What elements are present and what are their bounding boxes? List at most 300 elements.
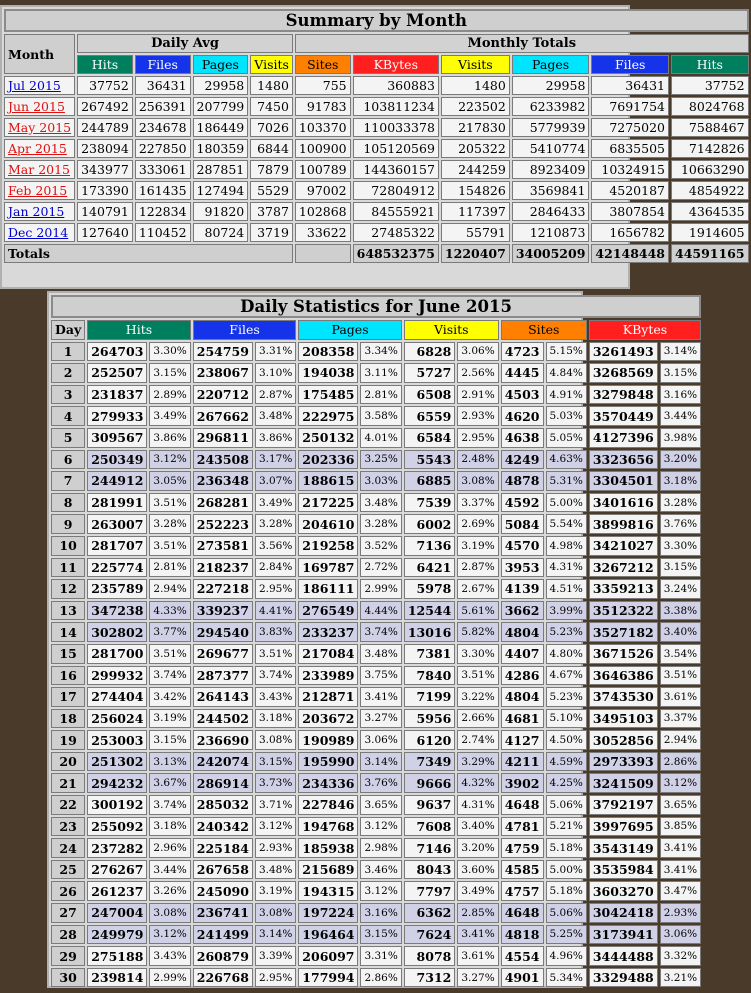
kbytes-pct-cell: 3.06%	[660, 925, 701, 945]
pages-pct-cell: 3.58%	[360, 406, 401, 426]
sites-pct-cell: 3.99%	[546, 601, 587, 621]
visits-column-header: Visits	[404, 320, 499, 340]
avg-pages-cell: 180359	[193, 139, 249, 158]
files-pct-cell: 3.73%	[255, 773, 296, 793]
daily-row	[51, 428, 701, 448]
visits-cell: 7136	[404, 536, 456, 556]
total-pages-cell: 8923409	[512, 160, 590, 179]
sites-pct-cell: 4.51%	[546, 579, 587, 599]
avg-files-cell: 36431	[135, 76, 191, 95]
sites-cell: 4759	[501, 838, 544, 858]
daily-row	[51, 752, 701, 772]
daily-row	[51, 666, 701, 686]
total-visits-cell: 244259	[441, 160, 510, 179]
kbytes-cell: 4127396	[589, 428, 658, 448]
hits-pct-cell: 3.30%	[149, 342, 190, 362]
kbytes-pct-cell: 3.18%	[660, 471, 701, 491]
avg-visits-cell: 1480	[250, 76, 293, 95]
hits-pct-cell: 3.44%	[149, 860, 190, 880]
avg-hits-cell: 244789	[77, 118, 133, 137]
kbytes-pct-cell: 3.15%	[660, 558, 701, 578]
daily-row	[51, 925, 701, 945]
daily-statistics-panel	[47, 291, 698, 988]
visits-pct-cell: 2.74%	[457, 730, 498, 750]
total-pages-cell: 5779939	[512, 118, 590, 137]
hits-pct-cell: 2.96%	[149, 838, 190, 858]
kbytes-cell: 3304501	[589, 471, 658, 491]
files-cell: 296811	[193, 428, 253, 448]
avg-visits-cell: 5529	[250, 181, 293, 200]
avg-visits-cell: 6844	[250, 139, 293, 158]
sites-cell: 4249	[501, 450, 544, 470]
total-sites-cell: 100900	[295, 139, 351, 158]
avg-files-cell: 234678	[135, 118, 191, 137]
pages-pct-cell: 3.48%	[360, 644, 401, 664]
summary-row	[4, 181, 749, 200]
kbytes-pct-cell: 3.21%	[660, 968, 701, 988]
files-pct-cell: 3.08%	[255, 903, 296, 923]
files-pct-cell: 3.43%	[255, 687, 296, 707]
avg-hits-cell: 127640	[77, 223, 133, 242]
total-kbytes-cell: 110033378	[353, 118, 439, 137]
pages-pct-cell: 3.31%	[360, 946, 401, 966]
visits-pct-cell: 3.27%	[457, 968, 498, 988]
hits-cell: 237282	[87, 838, 147, 858]
hits-cell: 231837	[87, 385, 147, 405]
total-visits-cell: 117397	[441, 202, 510, 221]
sites-cell: 4648	[501, 903, 544, 923]
total-kbytes-cell: 72804912	[353, 181, 439, 200]
visits-cell: 7797	[404, 881, 456, 901]
month-link[interactable]: Feb 2015	[8, 183, 68, 198]
files-pct-cell: 3.48%	[255, 406, 296, 426]
month-link[interactable]: May 2015	[8, 120, 72, 135]
avg-files-cell: 333061	[135, 160, 191, 179]
sites-cell: 3902	[501, 773, 544, 793]
total-pages-cell: 3569841	[512, 181, 590, 200]
files-cell: 252223	[193, 514, 253, 534]
hits-cell: 281700	[87, 644, 147, 664]
pages-cell: 185938	[298, 838, 358, 858]
daily-title: Daily Statistics for June 2015	[51, 295, 701, 318]
pages-pct-cell: 3.41%	[360, 687, 401, 707]
files-cell: 236690	[193, 730, 253, 750]
hits-pct-cell: 3.49%	[149, 406, 190, 426]
day-number-cell: 10	[51, 536, 85, 556]
day-number-cell: 17	[51, 687, 85, 707]
visits-cell: 5978	[404, 579, 456, 599]
sites-pct-cell: 4.63%	[546, 450, 587, 470]
day-number-cell: 23	[51, 817, 85, 837]
month-link[interactable]: Mar 2015	[8, 162, 71, 177]
pages-pct-cell: 2.86%	[360, 968, 401, 988]
monthly-kbytes-header: KBytes	[353, 55, 439, 74]
pages-pct-cell: 3.12%	[360, 817, 401, 837]
pages-pct-cell: 3.74%	[360, 622, 401, 642]
kbytes-pct-cell: 3.98%	[660, 428, 701, 448]
month-cell	[4, 160, 75, 179]
sites-cell: 4878	[501, 471, 544, 491]
pages-pct-cell: 3.75%	[360, 666, 401, 686]
kbytes-pct-cell: 3.12%	[660, 773, 701, 793]
monthly-pages-header: Pages	[512, 55, 590, 74]
sites-cell: 4620	[501, 406, 544, 426]
pages-cell: 196464	[298, 925, 358, 945]
hits-cell: 299932	[87, 666, 147, 686]
totals-visits: 1220407	[441, 244, 510, 263]
pages-cell: 204610	[298, 514, 358, 534]
files-cell: 236348	[193, 471, 253, 491]
kbytes-cell: 3279848	[589, 385, 658, 405]
kbytes-pct-cell: 3.41%	[660, 860, 701, 880]
sites-cell: 4757	[501, 881, 544, 901]
hits-cell: 255092	[87, 817, 147, 837]
files-cell: 236741	[193, 903, 253, 923]
files-cell: 220712	[193, 385, 253, 405]
summary-row	[4, 223, 749, 242]
files-pct-cell: 3.10%	[255, 363, 296, 383]
sites-pct-cell: 5.06%	[546, 903, 587, 923]
visits-pct-cell: 4.32%	[457, 773, 498, 793]
sites-pct-cell: 5.21%	[546, 817, 587, 837]
daily-row	[51, 903, 701, 923]
visits-pct-cell: 3.40%	[457, 817, 498, 837]
daily-row	[51, 406, 701, 426]
day-number-cell: 4	[51, 406, 85, 426]
sites-pct-cell: 5.54%	[546, 514, 587, 534]
kbytes-cell: 3241509	[589, 773, 658, 793]
pages-cell: 197224	[298, 903, 358, 923]
avg-hits-cell: 140791	[77, 202, 133, 221]
sites-pct-cell: 5.00%	[546, 860, 587, 880]
files-cell: 269677	[193, 644, 253, 664]
total-files-cell: 1656782	[591, 223, 669, 242]
avg-pages-cell: 29958	[193, 76, 249, 95]
hits-cell: 225774	[87, 558, 147, 578]
totals-label: Totals	[4, 244, 293, 263]
hits-pct-cell: 3.74%	[149, 666, 190, 686]
total-pages-cell: 1210873	[512, 223, 590, 242]
pages-pct-cell: 3.46%	[360, 860, 401, 880]
visits-cell: 7312	[404, 968, 456, 988]
files-pct-cell: 3.49%	[255, 493, 296, 513]
hits-cell: 274404	[87, 687, 147, 707]
kbytes-pct-cell: 2.93%	[660, 903, 701, 923]
hits-cell: 281991	[87, 493, 147, 513]
files-cell: 285032	[193, 795, 253, 815]
kbytes-pct-cell: 3.61%	[660, 687, 701, 707]
hits-pct-cell: 3.12%	[149, 450, 190, 470]
sites-pct-cell: 5.31%	[546, 471, 587, 491]
total-hits-cell: 1914605	[671, 223, 749, 242]
visits-cell: 7840	[404, 666, 456, 686]
hits-pct-cell: 3.13%	[149, 752, 190, 772]
summary-row	[4, 97, 749, 116]
daily-row	[51, 514, 701, 534]
files-cell: 260879	[193, 946, 253, 966]
files-column-header: Files	[193, 320, 297, 340]
daily-avg-visits-header: Visits	[250, 55, 293, 74]
files-pct-cell: 3.19%	[255, 881, 296, 901]
kbytes-pct-cell: 3.16%	[660, 385, 701, 405]
kbytes-cell: 3535984	[589, 860, 658, 880]
day-number-cell: 29	[51, 946, 85, 966]
sites-cell: 4445	[501, 363, 544, 383]
visits-cell: 9637	[404, 795, 456, 815]
day-number-cell: 12	[51, 579, 85, 599]
hits-cell: 244912	[87, 471, 147, 491]
files-pct-cell: 3.08%	[255, 730, 296, 750]
kbytes-cell: 3570449	[589, 406, 658, 426]
visits-pct-cell: 2.95%	[457, 428, 498, 448]
hits-pct-cell: 3.67%	[149, 773, 190, 793]
daily-row	[51, 838, 701, 858]
summary-totals-row	[4, 244, 749, 263]
hits-pct-cell: 3.86%	[149, 428, 190, 448]
visits-pct-cell: 3.19%	[457, 536, 498, 556]
avg-hits-cell: 343977	[77, 160, 133, 179]
hits-pct-cell: 3.15%	[149, 730, 190, 750]
files-pct-cell: 3.17%	[255, 450, 296, 470]
pages-pct-cell: 4.44%	[360, 601, 401, 621]
monthly-sites-header: Sites	[295, 55, 351, 74]
month-link[interactable]: Apr 2015	[8, 141, 67, 156]
hits-cell: 251302	[87, 752, 147, 772]
kbytes-column-header: KBytes	[589, 320, 701, 340]
avg-pages-cell: 186449	[193, 118, 249, 137]
daily-row	[51, 881, 701, 901]
hits-cell: 281707	[87, 536, 147, 556]
files-pct-cell: 3.56%	[255, 536, 296, 556]
pages-cell: 234336	[298, 773, 358, 793]
daily-row	[51, 342, 701, 362]
pages-pct-cell: 2.98%	[360, 838, 401, 858]
pages-pct-cell: 3.25%	[360, 450, 401, 470]
total-hits-cell: 4364535	[671, 202, 749, 221]
visits-cell: 6584	[404, 428, 456, 448]
total-sites-cell: 103370	[295, 118, 351, 137]
sites-cell: 4901	[501, 968, 544, 988]
files-pct-cell: 2.93%	[255, 838, 296, 858]
total-hits-cell: 7142826	[671, 139, 749, 158]
visits-cell: 7381	[404, 644, 456, 664]
visits-pct-cell: 3.22%	[457, 687, 498, 707]
files-cell: 240342	[193, 817, 253, 837]
avg-visits-cell: 7879	[250, 160, 293, 179]
hits-cell: 239814	[87, 968, 147, 988]
files-cell: 254759	[193, 342, 253, 362]
pages-cell: 227846	[298, 795, 358, 815]
visits-cell: 7624	[404, 925, 456, 945]
sites-cell: 4804	[501, 687, 544, 707]
kbytes-cell: 3603270	[589, 881, 658, 901]
daily-avg-hits-header: Hits	[77, 55, 133, 74]
kbytes-cell: 3792197	[589, 795, 658, 815]
visits-pct-cell: 3.30%	[457, 644, 498, 664]
visits-cell: 6120	[404, 730, 456, 750]
hits-pct-cell: 3.74%	[149, 795, 190, 815]
total-files-cell: 36431	[591, 76, 669, 95]
daily-row	[51, 860, 701, 880]
visits-cell: 7199	[404, 687, 456, 707]
avg-pages-cell: 80724	[193, 223, 249, 242]
hits-pct-cell: 2.89%	[149, 385, 190, 405]
files-pct-cell: 4.41%	[255, 601, 296, 621]
day-number-cell: 5	[51, 428, 85, 448]
files-pct-cell: 3.28%	[255, 514, 296, 534]
visits-pct-cell: 3.29%	[457, 752, 498, 772]
month-cell	[4, 97, 75, 116]
totals-pages: 34005209	[512, 244, 590, 263]
files-cell: 226768	[193, 968, 253, 988]
files-pct-cell: 3.86%	[255, 428, 296, 448]
kbytes-pct-cell: 3.65%	[660, 795, 701, 815]
avg-pages-cell: 91820	[193, 202, 249, 221]
visits-cell: 12544	[404, 601, 456, 621]
pages-cell: 222975	[298, 406, 358, 426]
monthly-visits-header: Visits	[441, 55, 510, 74]
summary-row	[4, 118, 749, 137]
kbytes-cell: 3421027	[589, 536, 658, 556]
month-cell	[4, 223, 75, 242]
files-cell: 241499	[193, 925, 253, 945]
sites-cell: 4804	[501, 622, 544, 642]
sites-cell: 4570	[501, 536, 544, 556]
files-pct-cell: 2.87%	[255, 385, 296, 405]
visits-cell: 8078	[404, 946, 456, 966]
total-sites-cell: 97002	[295, 181, 351, 200]
sites-cell: 4681	[501, 709, 544, 729]
files-cell: 287377	[193, 666, 253, 686]
month-link[interactable]: Jun 2015	[8, 99, 65, 114]
files-cell: 294540	[193, 622, 253, 642]
hits-pct-cell: 3.26%	[149, 881, 190, 901]
files-pct-cell: 3.74%	[255, 666, 296, 686]
kbytes-pct-cell: 3.85%	[660, 817, 701, 837]
sites-pct-cell: 5.34%	[546, 968, 587, 988]
files-pct-cell: 2.95%	[255, 579, 296, 599]
kbytes-pct-cell: 3.24%	[660, 579, 701, 599]
visits-cell: 7146	[404, 838, 456, 858]
pages-cell: 177994	[298, 968, 358, 988]
hits-pct-cell: 3.43%	[149, 946, 190, 966]
visits-pct-cell: 3.60%	[457, 860, 498, 880]
daily-row	[51, 385, 701, 405]
month-cell	[4, 76, 75, 95]
monthly-files-header: Files	[591, 55, 669, 74]
avg-pages-cell: 127494	[193, 181, 249, 200]
sites-cell: 4585	[501, 860, 544, 880]
sites-cell: 3953	[501, 558, 544, 578]
total-visits-cell: 154826	[441, 181, 510, 200]
files-cell: 218237	[193, 558, 253, 578]
daily-row	[51, 579, 701, 599]
hits-pct-cell: 3.28%	[149, 514, 190, 534]
day-number-cell: 20	[51, 752, 85, 772]
files-pct-cell: 2.84%	[255, 558, 296, 578]
pages-pct-cell: 3.65%	[360, 795, 401, 815]
files-cell: 273581	[193, 536, 253, 556]
sites-pct-cell: 5.18%	[546, 838, 587, 858]
day-column-header: Day	[51, 320, 85, 340]
files-cell: 225184	[193, 838, 253, 858]
kbytes-cell: 3512322	[589, 601, 658, 621]
visits-pct-cell: 2.66%	[457, 709, 498, 729]
avg-pages-cell: 207799	[193, 97, 249, 116]
total-kbytes-cell: 105120569	[353, 139, 439, 158]
hits-cell: 347238	[87, 601, 147, 621]
visits-cell: 6828	[404, 342, 456, 362]
hits-cell: 261237	[87, 881, 147, 901]
hits-pct-cell: 3.18%	[149, 817, 190, 837]
total-hits-cell: 37752	[671, 76, 749, 95]
total-sites-cell: 755	[295, 76, 351, 95]
month-link[interactable]: Jul 2015	[8, 78, 61, 93]
day-number-cell: 7	[51, 471, 85, 491]
total-hits-cell: 10663290	[671, 160, 749, 179]
total-files-cell: 3807854	[591, 202, 669, 221]
visits-pct-cell: 3.49%	[457, 881, 498, 901]
kbytes-cell: 3329488	[589, 968, 658, 988]
day-number-cell: 28	[51, 925, 85, 945]
visits-cell: 6362	[404, 903, 456, 923]
summary-table	[2, 7, 751, 265]
day-number-cell: 8	[51, 493, 85, 513]
pages-pct-cell: 3.12%	[360, 881, 401, 901]
monthly-totals-header: Monthly Totals	[295, 34, 749, 53]
pages-cell: 217225	[298, 493, 358, 513]
sites-pct-cell: 5.05%	[546, 428, 587, 448]
avg-files-cell: 161435	[135, 181, 191, 200]
total-visits-cell: 1480	[441, 76, 510, 95]
visits-pct-cell: 4.31%	[457, 795, 498, 815]
visits-pct-cell: 2.93%	[457, 406, 498, 426]
pages-cell: 212871	[298, 687, 358, 707]
sites-cell: 4723	[501, 342, 544, 362]
month-link[interactable]: Jan 2015	[8, 204, 65, 219]
avg-files-cell: 110452	[135, 223, 191, 242]
sites-pct-cell: 4.91%	[546, 385, 587, 405]
sites-pct-cell: 4.31%	[546, 558, 587, 578]
total-files-cell: 7275020	[591, 118, 669, 137]
kbytes-pct-cell: 3.41%	[660, 838, 701, 858]
total-pages-cell: 2846433	[512, 202, 590, 221]
daily-row	[51, 450, 701, 470]
month-link[interactable]: Dec 2014	[8, 225, 69, 240]
visits-pct-cell: 3.20%	[457, 838, 498, 858]
hits-cell: 294232	[87, 773, 147, 793]
pages-pct-cell: 3.27%	[360, 709, 401, 729]
avg-visits-cell: 7026	[250, 118, 293, 137]
files-pct-cell: 3.15%	[255, 752, 296, 772]
files-cell: 243508	[193, 450, 253, 470]
summary-row	[4, 76, 749, 95]
hits-pct-cell: 3.51%	[149, 536, 190, 556]
visits-cell: 6559	[404, 406, 456, 426]
sites-column-header: Sites	[501, 320, 587, 340]
kbytes-pct-cell: 3.76%	[660, 514, 701, 534]
pages-cell: 175485	[298, 385, 358, 405]
files-pct-cell: 3.71%	[255, 795, 296, 815]
pages-cell: 233989	[298, 666, 358, 686]
pages-cell: 206097	[298, 946, 358, 966]
avg-files-cell: 122834	[135, 202, 191, 221]
pages-pct-cell: 3.76%	[360, 773, 401, 793]
kbytes-cell: 3646386	[589, 666, 658, 686]
hits-cell: 275188	[87, 946, 147, 966]
totals-hits: 44591165	[671, 244, 749, 263]
daily-row	[51, 773, 701, 793]
